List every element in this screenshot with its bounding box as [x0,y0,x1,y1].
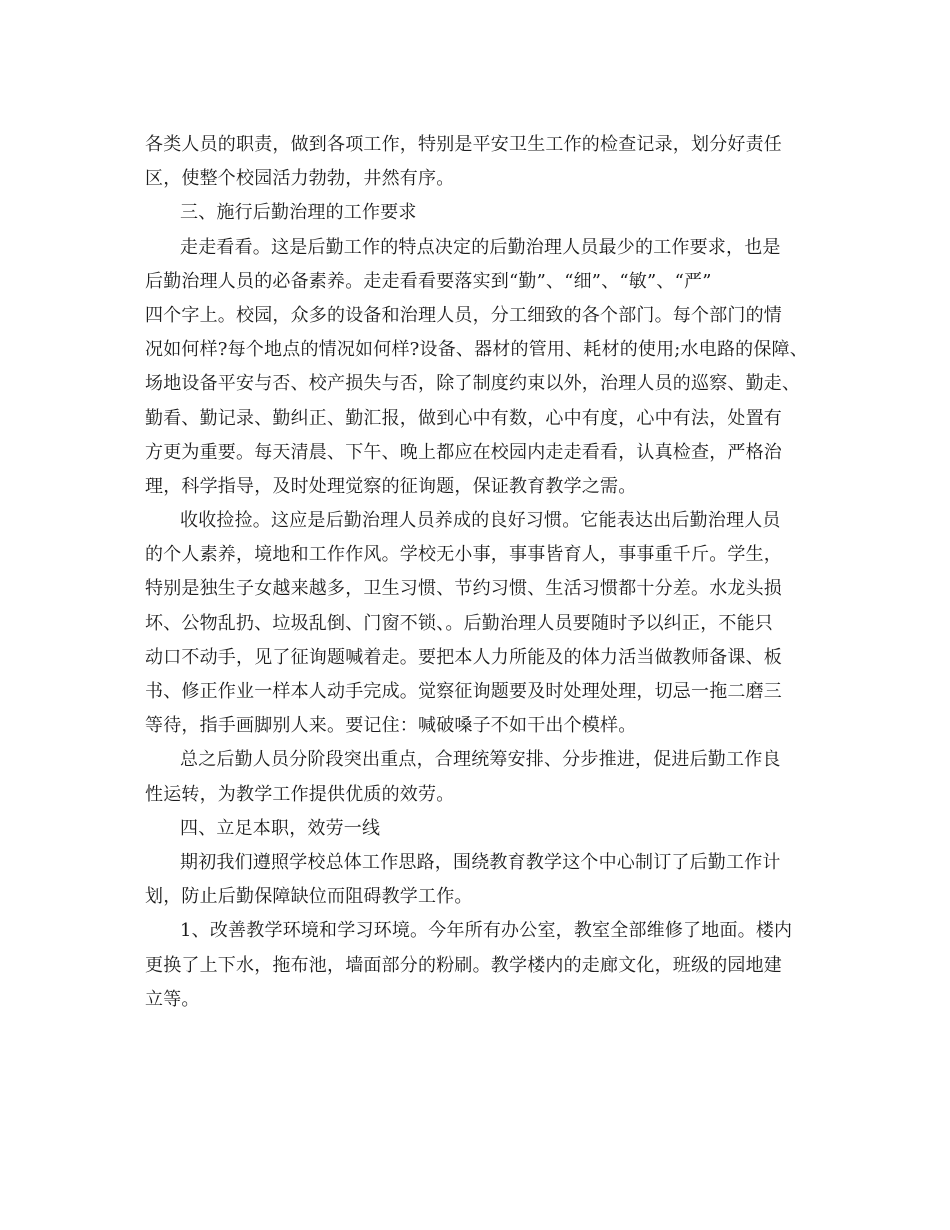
text-line: 性运转，为教学工作提供优质的效劳。 [145,783,455,805]
text-line: 四、立足本职，效劳一线 [180,817,381,839]
text-line: 立等。 [145,988,200,1010]
text-line: 四个字上。校园，众多的设备和治理人员，分工细致的各个部门。每个部门的情 [145,304,782,326]
text-line: 动口不动手，见了征询题喊着走。要把本人力所能及的体力活当做教师备课、板 [145,646,782,668]
text-line: 特别是独生子女越来越多，卫生习惯、节约习惯、生活习惯都十分差。水龙头损 [145,578,782,600]
text-line: 走走看看。这是后勤工作的特点决定的后勤治理人员最少的工作要求，也是 [180,236,781,258]
text-line: 各类人员的职责，做到各项工作，特别是平安卫生工作的检查记录，划分好责任 [145,134,782,155]
text-line: 三、施行后勤治理的工作要求 [180,202,417,224]
text-line: 划，防止后勤保障缺位而阻碍教学工作。 [145,886,473,908]
text-line: 勤看、勤记录、勤纠正、勤汇报，做到心中有数，心中有度，心中有法，处置有 [145,407,782,429]
text-line: 总之后勤人员分阶段突出重点，合理统筹安排、分步推进，促进后勤工作良 [180,749,781,771]
document-body [0,128,950,1017]
text-line: 理，科学指导，及时处理觉察的征询题，保证教育教学之需。 [145,475,637,497]
text-line: 1、改善教学环境和学习环境。今年所有办公室，教室全部维修了地面。楼内 [180,920,793,942]
text-line: 坏、公物乱扔、垃圾乱倒、门窗不锁、。后勤治理人员要随时予以纠正，不能只 [145,612,773,634]
text-line: 更换了上下水，拖布池，墙面部分的粉刷。教学楼内的走廊文化，班级的园地建 [145,954,782,976]
text-line: 场地设备平安与否、校产损失与否，除了制度约束以外，治理人员的巡察、勤走、 [145,373,801,395]
text-line: 况如何样?每个地点的情况如何样?设备、器材的管用、耗材的使用;水电路的保障、 [145,339,808,361]
text-line: 的个人素养，境地和工作作风。学校无小事，事事皆育人，事事重千斤。学生， [145,544,782,566]
text-line: 收收捡捡。这应是后勤治理人员养成的良好习惯。它能表达出后勤治理人员 [180,510,781,532]
text-line: 书、修正作业一样本人动手完成。觉察征询题要及时处理处理，切忌一拖二磨三 [145,681,782,702]
text-line: 后勤治理人员的必备素养。走走看看要落实到“勤”、“细”、“敏”、“严” [145,270,712,292]
text-line: 期初我们遵照学校总体工作思路，围绕教育教学这个中心制订了后勤工作计 [180,851,781,873]
text-line: 方更为重要。每天清晨、下午、晚上都应在校园内走走看看，认真检查，严格治 [145,441,782,463]
text-line: 区，使整个校园活力勃勃，井然有序。 [145,168,455,190]
text-line: 等待，指手画脚别人来。要记住：喊破嗓子不如干出个模样。 [145,715,637,737]
